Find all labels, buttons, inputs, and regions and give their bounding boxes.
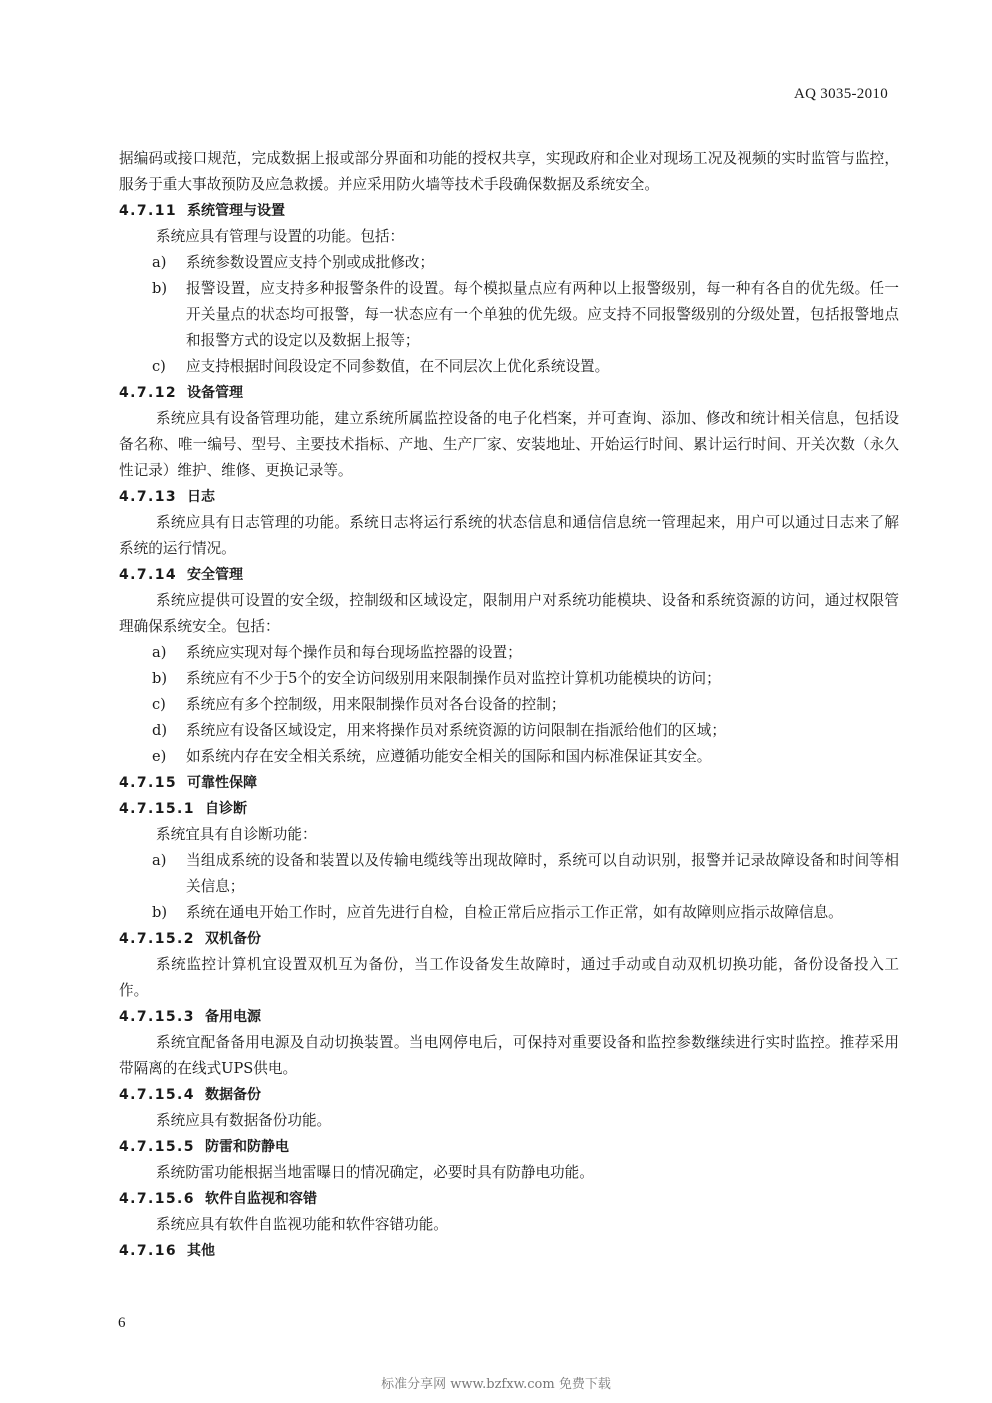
list-text: 报警设置，应支持多种报警条件的设置。每个模拟量点应有两种以上报警级别，每一种有各自的优先级。任一开关量点的状态均可报警，每一状态应有一个单独的优先级。应支持不同报警级别的分级处置，包括报警地点和报警方式的设定以及数据上报等； [186, 280, 899, 349]
section-number: 4.7.15.1 [119, 801, 195, 817]
list-text: 系统应有多个控制级，用来限制操作员对各台设备的控制； [186, 696, 566, 713]
document-body [119, 146, 899, 1264]
section-heading-4-7-16 [119, 1238, 899, 1264]
list-text: 如系统内存在安全相关系统，应遵循功能安全相关的国际和国内标准保证其安全。 [186, 748, 712, 765]
list-marker: c) [152, 696, 166, 713]
list-item [119, 692, 899, 718]
list-item [119, 718, 899, 744]
list-text: 当组成系统的设备和装置以及传输电缆线等出现故障时，系统可以自动识别，报警并记录故障设备和时间等相关信息； [186, 852, 899, 895]
section-number: 4.7.14 [119, 567, 178, 583]
section-number: 4.7.15.4 [119, 1087, 195, 1103]
section-lead: 系统宜具有自诊断功能： [156, 826, 317, 843]
list-item [119, 900, 899, 926]
intro-paragraph: 据编码或接口规范，完成数据上报或部分界面和功能的授权共享，实现政府和企业对现场工况及视频的实时监管与监控，服务于重大事故预防及应急救援。并应采用防火墙等技术手段确保数据及系统安全。 [119, 150, 899, 193]
list-marker: b) [152, 904, 168, 921]
section-lead: 系统应具有管理与设置的功能。包括： [156, 228, 405, 245]
list-text: 系统在通电开始工作时，应首先进行自检，自检正常后应指示工作正常，如有故障则应指示故障信息。 [186, 904, 843, 921]
section-heading-4-7-13 [119, 484, 899, 510]
list-text: 系统应实现对每个操作员和每台现场监控器的设置； [186, 644, 522, 661]
section-number: 4.7.11 [119, 203, 178, 219]
list-marker: a) [152, 644, 167, 661]
section-heading-4-7-15-6 [119, 1186, 899, 1212]
section-heading-4-7-11 [119, 198, 899, 224]
section-number: 4.7.16 [119, 1243, 178, 1259]
section-heading-4-7-15 [119, 770, 899, 796]
list-item [119, 640, 899, 666]
section-number: 4.7.15 [119, 775, 178, 791]
list-text: 系统应有设备区域设定，用来将操作员对系统资源的访问限制在指派给他们的区域； [186, 722, 726, 739]
standard-code: AQ 3035-2010 [793, 86, 888, 102]
section-heading-4-7-15-4 [119, 1082, 899, 1108]
section-body: 系统应具有数据备份功能。 [156, 1112, 332, 1129]
section-title: 设备管理 [187, 385, 243, 401]
list-marker: a) [152, 852, 167, 869]
section-title: 其他 [187, 1243, 215, 1259]
page-number: 6 [118, 1315, 126, 1331]
list-text: 系统应有不少于5个的安全访问级别用来限制操作员对监控计算机功能模块的访问； [186, 670, 721, 687]
list-text: 应支持根据时间段设定不同参数值，在不同层次上优化系统设置。 [186, 358, 610, 375]
section-title: 安全管理 [187, 567, 243, 583]
section-title: 防雷和防静电 [205, 1139, 289, 1155]
list-text: 系统参数设置应支持个别或成批修改； [186, 254, 435, 271]
section-title: 双机备份 [205, 931, 261, 947]
section-heading-4-7-15-1 [119, 796, 899, 822]
section-body: 系统应具有软件自监视功能和软件容错功能。 [156, 1216, 448, 1233]
section-body: 系统应具有日志管理的功能。系统日志将运行系统的状态信息和通信信息统一管理起来，用户可以通过日志来了解系统的运行情况。 [119, 514, 899, 557]
list-marker: b) [152, 670, 168, 687]
footer-watermark: 标准分享网 www.bzfxw.com 免费下载 [381, 1377, 611, 1392]
section-title: 数据备份 [205, 1087, 261, 1103]
section-body: 系统应具有设备管理功能，建立系统所属监控设备的电子化档案，并可查询、添加、修改和统计相关信息，包括设备名称、唯一编号、型号、主要技术指标、产地、生产厂家、安装地址、开始运行时间、累计运行时间、开关次数（永久性记录）维护、维修、更换记录等。 [119, 410, 899, 479]
list-marker: b) [152, 280, 168, 297]
list-item [119, 276, 899, 354]
list-item [119, 354, 899, 380]
section-title: 自诊断 [205, 801, 247, 817]
section-heading-4-7-14 [119, 562, 899, 588]
section-title: 日志 [187, 489, 215, 505]
section-body: 系统宜配备备用电源及自动切换装置。当电网停电后，可保持对重要设备和监控参数继续进行实时监控。推荐采用带隔离的在线式UPS供电。 [119, 1034, 899, 1077]
section-number: 4.7.15.5 [119, 1139, 195, 1155]
section-number: 4.7.15.3 [119, 1009, 195, 1025]
section-body: 系统防雷功能根据当地雷曝日的情况确定，必要时具有防静电功能。 [156, 1164, 594, 1181]
list-marker: a) [152, 254, 167, 271]
section-heading-4-7-12 [119, 380, 899, 406]
section-number: 4.7.15.2 [119, 931, 195, 947]
section-number: 4.7.12 [119, 385, 178, 401]
section-title: 备用电源 [205, 1009, 261, 1025]
list-marker: e) [152, 748, 167, 765]
section-title: 可靠性保障 [187, 775, 257, 791]
section-title: 软件自监视和容错 [205, 1191, 317, 1207]
list-item [119, 744, 899, 770]
list-marker: d) [152, 722, 168, 739]
section-heading-4-7-15-5 [119, 1134, 899, 1160]
section-heading-4-7-15-3 [119, 1004, 899, 1030]
section-heading-4-7-15-2 [119, 926, 899, 952]
section-lead: 系统应提供可设置的安全级，控制级和区域设定，限制用户对系统功能模块、设备和系统资源的访问，通过权限管理确保系统安全。包括： [119, 592, 899, 635]
list-item [119, 666, 899, 692]
section-number: 4.7.13 [119, 489, 178, 505]
list-item [119, 250, 899, 276]
list-marker: c) [152, 358, 166, 375]
section-number: 4.7.15.6 [119, 1191, 195, 1207]
section-title: 系统管理与设置 [187, 203, 285, 219]
section-body: 系统监控计算机宜设置双机互为备份，当工作设备发生故障时，通过手动或自动双机切换功能，备份设备投入工作。 [119, 956, 899, 999]
list-item [119, 848, 899, 900]
